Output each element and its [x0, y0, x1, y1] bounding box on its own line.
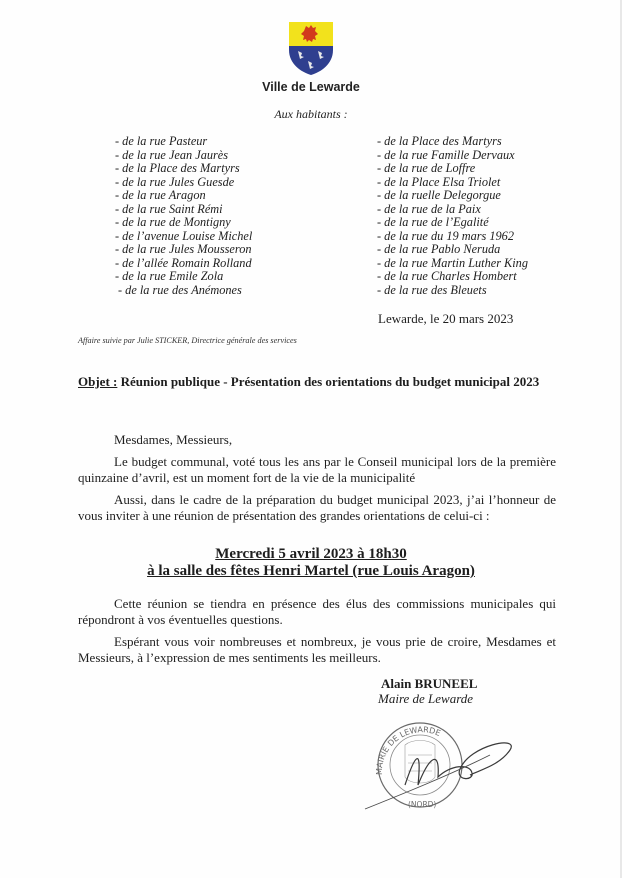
street-item: - de la rue de l’Egalité [377, 215, 489, 230]
street-item: - de la rue Famille Dervaux [377, 147, 515, 162]
signer-title: Maire de Lewarde [378, 691, 474, 706]
street-item: - de l’allée Romain Rolland [115, 255, 252, 270]
street-item: - de la Place des Martyrs [115, 161, 240, 176]
street-item: - de la rue Emile Zola [115, 269, 224, 284]
street-item: - de la rue Pasteur [115, 134, 208, 148]
street-item: - de la rue de Loffre [377, 161, 476, 176]
street-item: - de la rue des Anémones [118, 283, 242, 298]
street-item: - de la ruelle Delegorgue [377, 188, 501, 203]
mairie-stamp-and-signature [360, 715, 530, 810]
stamp-inner-ring [390, 735, 450, 795]
coat-of-arms-icon [287, 20, 335, 76]
street-item: - de la rue du 19 mars 1962 [377, 228, 514, 243]
street-list-right [377, 135, 528, 298]
paragraph-3 [78, 596, 556, 627]
object-line [78, 374, 539, 390]
paragraph-3-text: Cette réunion se tiendra en présence des élus des commissions municipales qui répondront à vos éventuelles questions. [78, 596, 556, 627]
street-item: - de la rue Aragon [115, 188, 206, 203]
street-item: - de l’avenue Louise Michel [115, 228, 253, 243]
street-item: - de la rue Jules Mousseron [115, 242, 252, 257]
stamp-outer-ring [378, 723, 462, 807]
street-item: - de la rue Jean Jaurès [115, 147, 229, 162]
object-label: Objet : [78, 374, 118, 389]
salutation [78, 432, 556, 448]
paragraph-1 [78, 454, 556, 485]
street-item: - de la Place Elsa Triolet [377, 174, 501, 189]
paragraph-2 [78, 492, 556, 523]
salutation-text: Mesdames, Messieurs, [114, 432, 233, 447]
street-item: - de la rue Martin Luther King [377, 255, 528, 270]
date-line: Lewarde, le 20 mars 2023 [378, 311, 514, 326]
street-item: - de la rue de la Paix [377, 201, 481, 216]
street-item: - de la rue de Montigny [115, 215, 231, 230]
paragraph-4-text: Espérant vous voir nombreuses et nombreux, je vous prie de croire, Mesdames et Messieurs, à l’expression de mes sentiments les meilleurs. [78, 634, 556, 665]
street-item: - de la rue des Bleuets [377, 283, 487, 298]
street-item: - de la rue Jules Guesde [115, 174, 235, 189]
object-text: Réunion publique - Présentation des orientations du budget municipal 2023 [120, 374, 540, 389]
paragraph-1-text: Le budget communal, voté tous les ans par le Conseil municipal lors de la première quinzaine d’avril, est un moment fort de la vie de la municipalité [78, 454, 556, 485]
street-item: - de la rue Charles Hombert [377, 269, 517, 284]
street-item: - de la Place des Martyrs [377, 134, 502, 148]
paragraph-4 [78, 634, 556, 665]
event-date: Mercredi 5 avril 2023 à 18h30 [215, 546, 407, 562]
street-item: - de la rue Pablo Neruda [377, 242, 501, 257]
signature-stroke [405, 743, 511, 785]
event-place: à la salle des fêtes Henri Martel (rue Louis Aragon) [147, 563, 475, 579]
street-list-left [115, 135, 252, 298]
followed-by-line: Affaire suivie par Julie STICKER, Directrice générale des services [78, 336, 297, 345]
city-name: Ville de Lewarde [262, 80, 360, 94]
stamp-top-text: MAIRIE DE LEWARDE [374, 725, 442, 776]
addressee-line: Aux habitants : [274, 107, 348, 121]
stamp-bottom-text: (NORD) [408, 800, 437, 809]
street-item: - de la rue Saint Rémi [115, 201, 223, 216]
paragraph-2-text: Aussi, dans le cadre de la préparation du budget municipal 2023, j’ai l’honneur de vous inviter à une réunion de présentation des grandes orientations de celui-ci : [78, 492, 556, 523]
signer-name: Alain BRUNEEL [381, 676, 478, 691]
